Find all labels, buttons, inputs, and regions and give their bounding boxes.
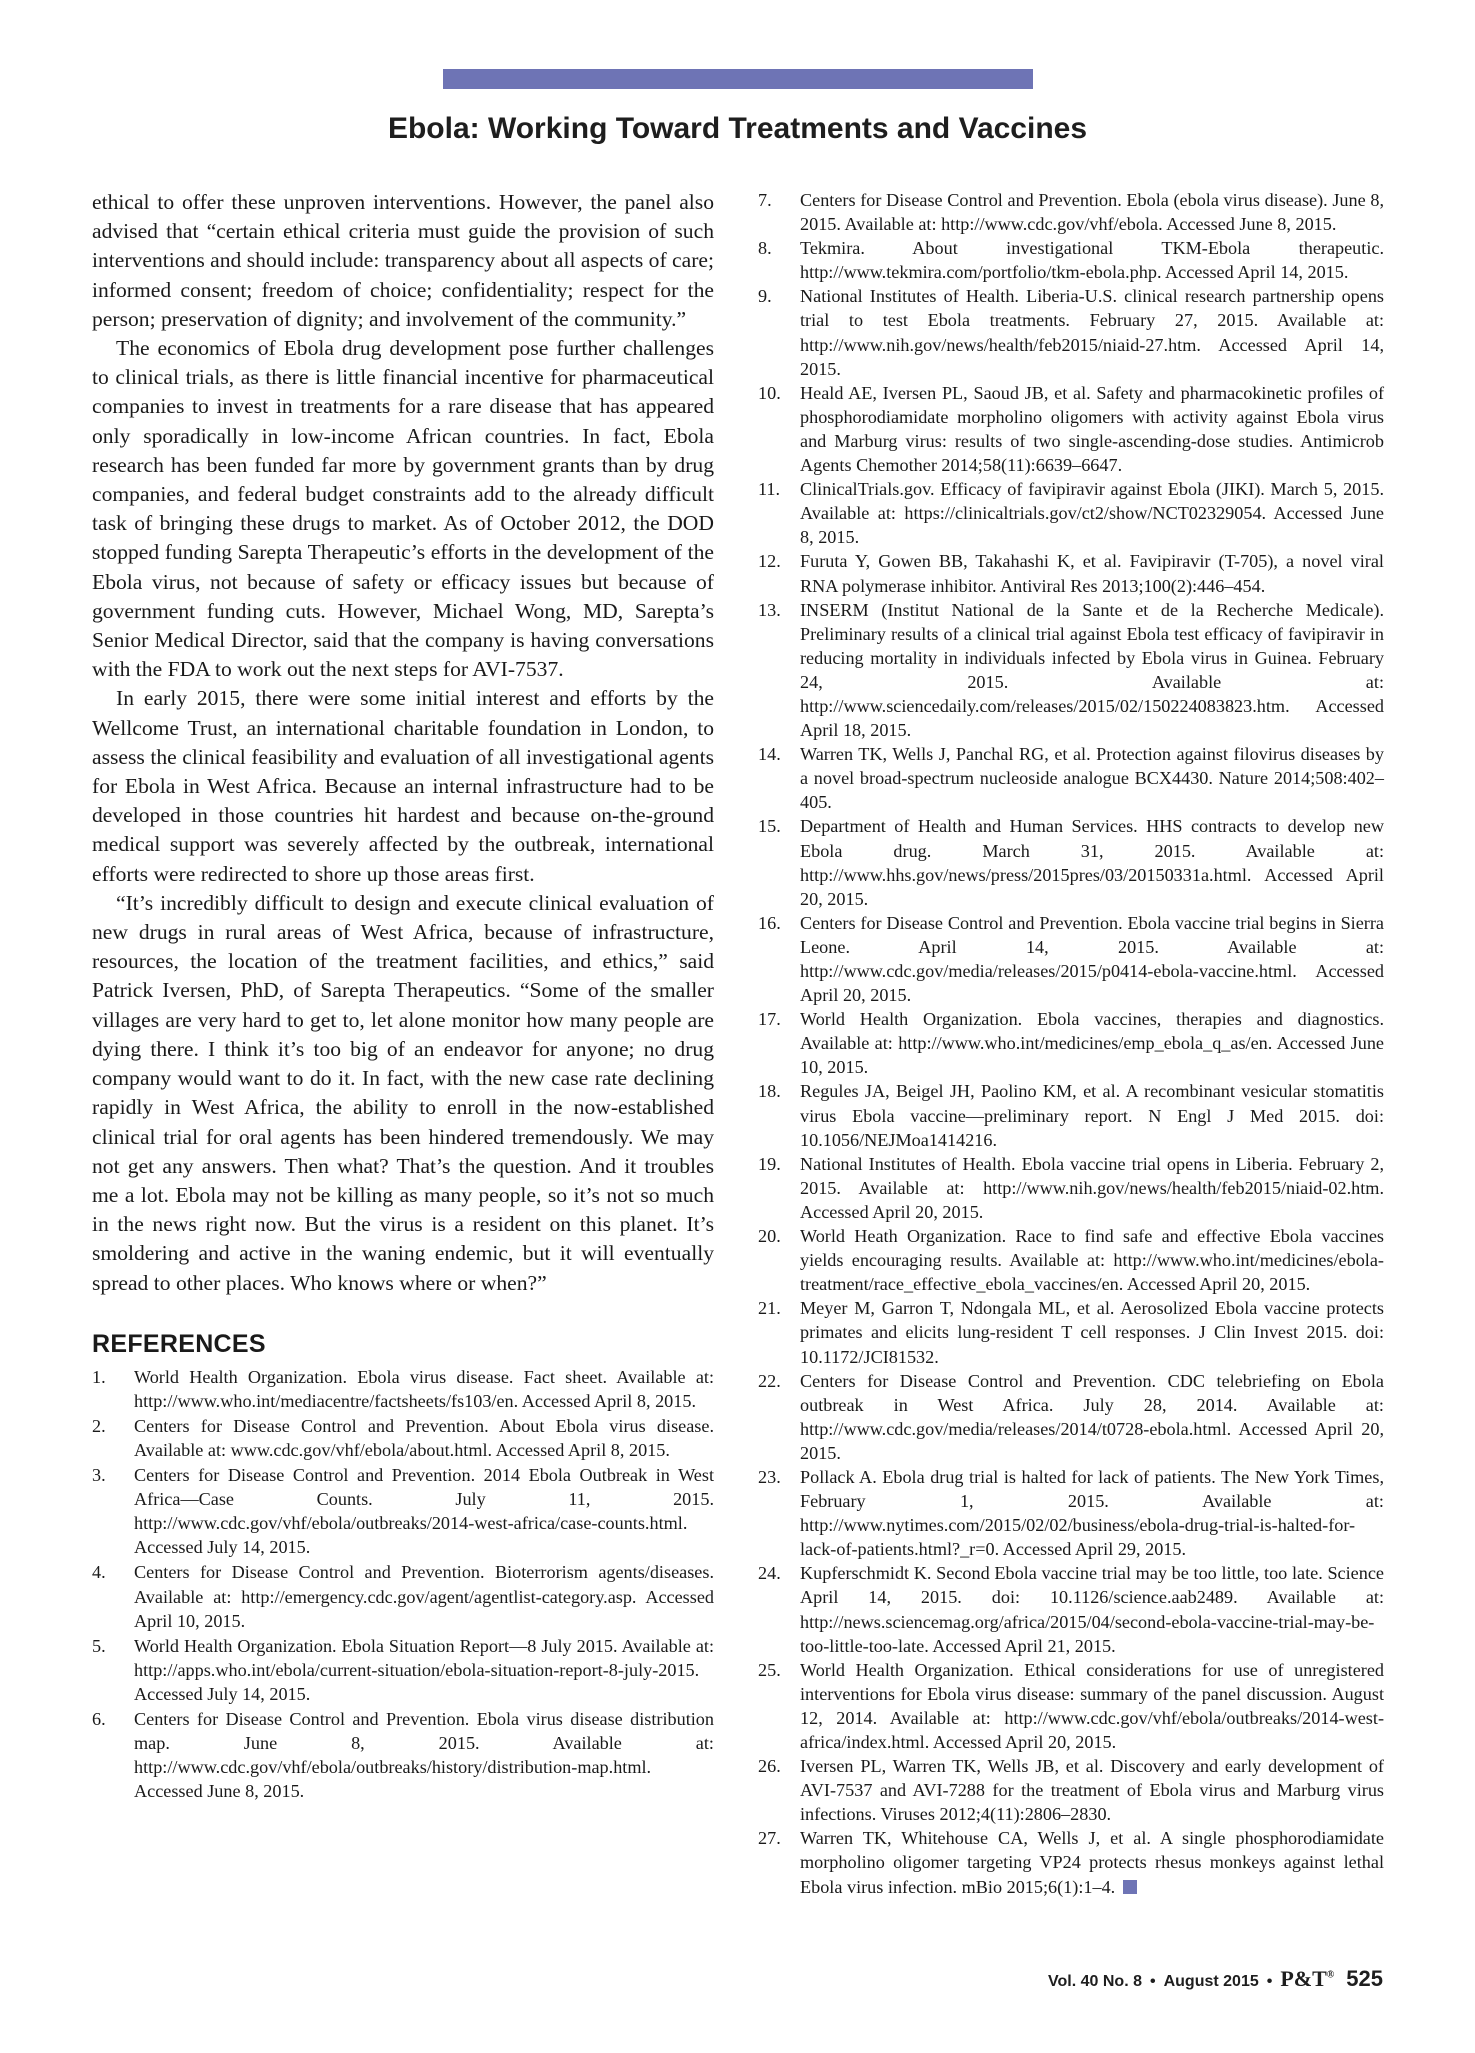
page-title: Ebola: Working Toward Treatments and Vaccines	[387, 112, 1088, 145]
reference-text: Heald AE, Iversen PL, Saoud JB, et al. Safety and pharmacokinetic profiles of phosphorodiamidate morpholino oligomers with activity against Ebola virus and Marburg virus: results of two single-ascending-dose studies. Antimicrob Agents Chemother 2014;58(11):6639–6647.	[800, 382, 1384, 476]
reference-text: Centers for Disease Control and Prevention. Bioterrorism agents/diseases. Available at: http://emergency.cdc.gov/agent/agentlist-category.asp. Accessed April 10, 2015.	[134, 1562, 714, 1631]
reference-item	[758, 911, 1384, 1007]
reference-text: ClinicalTrials.gov. Efficacy of favipiravir against Ebola (JIKI). March 5, 2015. Available at: https://clinicaltrials.gov/ct2/show/NCT02329054. Accessed June 8, 2015.	[800, 479, 1384, 548]
reference-text: Kupferschmidt K. Second Ebola vaccine trial may be too little, too late. Science April 14, 2015. doi: 10.1126/science.aab2489. Available at: http://news.sciencemag.org/africa/2015/04/second-ebola-vaccine-trial-may-be-too-little-too-late. Accessed April 21, 2015.	[800, 1563, 1384, 1656]
reference-number: 15.	[758, 816, 781, 837]
reference-item	[758, 1561, 1384, 1657]
reference-number: 2.	[92, 1415, 106, 1436]
reference-item	[92, 1707, 714, 1803]
reference-number: 27.	[758, 1828, 781, 1849]
page-footer	[1048, 1966, 1383, 1992]
reference-number: 23.	[758, 1466, 781, 1487]
reference-item	[758, 1465, 1384, 1561]
reference-number: 12.	[758, 551, 781, 572]
reference-item	[92, 1365, 714, 1413]
reference-text: World Heath Organization. Race to find safe and effective Ebola vaccines yields encouraging results. Available at: http://www.who.int/medicines/ebola-treatment/race_effective_ebola_vaccines/en. Accessed April 20, 2015.	[800, 1226, 1384, 1295]
reference-number: 21.	[758, 1298, 781, 1319]
body-paragraph-4: “It’s incredibly difficult to design and execute clinical evaluation of new drugs in rural areas of West Africa, because of infrastructure, resources, the location of the treatment facilities, and ethics,” said Patrick Iversen, PhD, of Sarepta Therapeutics. “Some of the smaller villages are very hard to get to, let alone monitor how many people are dying there. I think it’s too big of an endeavor for anyone; no drug company would want to do it. In fact, with the new case rate declining rapidly in West Africa, the ability to enroll in the now-established clinical trial for oral agents has been hindered tremendously. We may not get any answers. Then what? That’s the question. And it troubles me a lot. Ebola may not be killing as many people, so it’s not so much in the news right now. But the virus is a resident on this planet. It’s smoldering and active in the waning endemic, but it will eventually spread to other places. Who knows where or when?”	[92, 890, 714, 1295]
reference-item	[758, 1224, 1384, 1296]
reference-text: INSERM (Institut National de la Sante et de la Recherche Medicale). Preliminary results of a clinical trial against Ebola test efficacy of favipiravir in reducing mortality in individuals infected by Ebola virus in Guinea. February 24, 2015. Available at: http://www.sciencedaily.com/releases/2015/02/150224083823.htm. Accessed April 18, 2015.	[800, 599, 1384, 741]
reference-text: Iversen PL, Warren TK, Wells JB, et al. Discovery and early development of AVI-7537 and AVI-7288 for the treatment of Ebola virus and Marburg virus infections. Viruses 2012;4(11):2806–2830.	[800, 1756, 1384, 1825]
right-column	[758, 188, 1384, 1899]
reference-text: Centers for Disease Control and Prevention. CDC telebriefing on Ebola outbreak in West Africa. July 28, 2014. Available at: http://www.cdc.gov/media/releases/2014/t0728-ebola.html. Accessed April 20, 2015.	[800, 1370, 1384, 1463]
reference-number: 4.	[92, 1562, 106, 1583]
reference-text: Furuta Y, Gowen BB, Takahashi K, et al. Favipiravir (T-705), a novel viral RNA polymerase inhibitor. Antiviral Res 2013;100(2):446–454.	[800, 551, 1384, 596]
reference-item	[92, 1634, 714, 1706]
journal-name	[1280, 1966, 1334, 1992]
reference-item	[758, 236, 1384, 284]
journal-name-text: P&T	[1280, 1966, 1327, 1991]
end-of-article-mark	[1123, 1880, 1137, 1894]
reference-item	[758, 1296, 1384, 1368]
reference-text: Centers for Disease Control and Prevention. Ebola virus disease distribution map. June 8, 2015. Available at: http://www.cdc.gov/vhf/ebola/outbreaks/history/distribution-map.html. Accessed June 8, 2015.	[134, 1709, 714, 1802]
reference-text: Centers for Disease Control and Prevention. About Ebola virus disease. Available at: www.cdc.gov/vhf/ebola/about.html. Accessed April 8, 2015.	[134, 1415, 714, 1460]
reference-text: World Health Organization. Ethical considerations for use of unregistered interventions for Ebola virus disease: summary of the panel discussion. August 12, 2014. Available at: http://www.cdc.gov/vhf/ebola/outbreaks/2014-west-africa/index.html. Accessed April 20, 2015.	[800, 1659, 1384, 1752]
reference-item	[758, 1152, 1384, 1224]
reference-number: 10.	[758, 382, 781, 403]
reference-number: 18.	[758, 1081, 781, 1102]
page-number: 525	[1346, 1966, 1383, 1991]
body-paragraph-2: The economics of Ebola drug development pose further challenges to clinical trials, as there is little financial incentive for pharmaceutical companies to invest in treatments for a rare disease that has appeared only sporadically in low-income African countries. In fact, Ebola research has been funded far more by government grants than by drug companies, and federal budget constraints add to the already difficult task of bringing these drugs to market. As of October 2012, the DOD stopped funding Sarepta Therapeutic’s efforts in the development of the Ebola virus, not because of safety or efficacy issues but because of government funding cuts. However, Michael Wong, MD, Sarepta’s Senior Medical Director, said that the company is having conversations with the FDA to work out the next steps for AVI-7537.	[92, 336, 714, 682]
reference-item	[758, 1826, 1384, 1898]
reference-text: National Institutes of Health. Liberia-U.S. clinical research partnership opens trial to test Ebola treatments. February 27, 2015. Available at: http://www.nih.gov/news/health/feb2015/niaid-27.htm. Accessed April 14, 2015.	[800, 286, 1384, 379]
body-paragraph-1: ethical to offer these unproven interventions. However, the panel also advised that “certain ethical criteria must guide the provision of such interventions and should include: transparency about all aspects of care; informed consent; freedom of choice; confidentiality; respect for the person; preservation of dignity; and involvement of the community.”	[92, 190, 714, 331]
reference-item	[758, 381, 1384, 477]
reference-number: 9.	[758, 286, 772, 307]
left-column	[92, 188, 714, 1804]
reference-number: 17.	[758, 1009, 781, 1030]
body-paragraph-3: In early 2015, there were some initial interest and efforts by the Wellcome Trust, an international charitable foundation in London, to assess the clinical feasibility and evaluation of all investigational agents for Ebola in West Africa. Because an internal infrastructure had to be developed in those countries hit hardest and because on-the-ground medical support was severely affected by the outbreak, international efforts were redirected to shore up those areas first.	[92, 686, 714, 886]
reference-number: 24.	[758, 1563, 781, 1584]
reference-text: World Health Organization. Ebola Situation Report—8 July 2015. Available at: http://apps.who.int/ebola/current-situation/ebola-situation-report-8-july-2015. Accessed July 14, 2015.	[134, 1635, 714, 1704]
reference-item	[92, 1414, 714, 1462]
reference-item	[758, 1007, 1384, 1079]
reference-text: Warren TK, Wells J, Panchal RG, et al. Protection against filovirus diseases by a novel broad-spectrum nucleoside analogue BCX4430. Nature 2014;508:402–405.	[800, 744, 1384, 813]
reference-text: Tekmira. About investigational TKM-Ebola therapeutic. http://www.tekmira.com/portfolio/tkm-ebola.php. Accessed April 14, 2015.	[800, 238, 1384, 283]
reference-number: 1.	[92, 1366, 106, 1387]
reference-number: 5.	[92, 1635, 106, 1656]
reference-item	[758, 814, 1384, 910]
references-list-left	[92, 1365, 714, 1804]
reference-item	[758, 188, 1384, 236]
reference-number: 26.	[758, 1756, 781, 1777]
header-accent-bar	[443, 69, 1033, 89]
reference-item	[758, 598, 1384, 743]
reference-number: 14.	[758, 744, 781, 765]
reference-item	[92, 1463, 714, 1559]
reference-number: 19.	[758, 1153, 781, 1174]
footer-date: August 2015	[1163, 1973, 1259, 1990]
registered-mark: ®	[1326, 1969, 1335, 1981]
footer-bullet: •	[1149, 1973, 1156, 1990]
reference-number: 16.	[758, 912, 781, 933]
reference-text: Centers for Disease Control and Prevention. Ebola vaccine trial begins in Sierra Leone. April 14, 2015. Available at: http://www.cdc.gov/media/releases/2015/p0414-ebola-vaccine.html. Accessed April 20, 2015.	[800, 912, 1384, 1006]
reference-number: 22.	[758, 1370, 781, 1391]
reference-item	[758, 1754, 1384, 1826]
reference-number: 13.	[758, 599, 781, 620]
reference-number: 25.	[758, 1659, 781, 1680]
reference-number: 20.	[758, 1226, 781, 1247]
reference-text: Regules JA, Beigel JH, Paolino KM, et al. A recombinant vesicular stomatitis virus Ebola vaccine—preliminary report. N Engl J Med 2015. doi: 10.1056/NEJMoa1414216.	[800, 1081, 1384, 1150]
reference-text: Meyer M, Garron T, Ndongala ML, et al. Aerosolized Ebola vaccine protects primates and elicits lung-resident T cell responses. J Clin Invest 2015. doi: 10.1172/JCI81532.	[800, 1298, 1384, 1367]
reference-number: 3.	[92, 1465, 106, 1486]
reference-text: National Institutes of Health. Ebola vaccine trial opens in Liberia. February 2, 2015. Available at: http://www.nih.gov/news/health/feb2015/niaid-02.htm. Accessed April 20, 2015.	[800, 1153, 1384, 1222]
reference-item	[758, 1369, 1384, 1465]
reference-item	[758, 549, 1384, 597]
reference-number: 6.	[92, 1709, 106, 1730]
footer-bullet-2: •	[1266, 1973, 1273, 1990]
reference-item	[758, 1658, 1384, 1754]
reference-text: World Health Organization. Ebola vaccines, therapies and diagnostics. Available at: http://www.who.int/medicines/emp_ebola_q_as/en. Accessed June 10, 2015.	[800, 1009, 1384, 1078]
reference-item	[758, 1079, 1384, 1151]
reference-text: Centers for Disease Control and Prevention. Ebola (ebola virus disease). June 8, 2015. Available at: http://www.cdc.gov/vhf/ebola. Accessed June 8, 2015.	[800, 190, 1384, 235]
reference-text: Pollack A. Ebola drug trial is halted for lack of patients. The New York Times, February 1, 2015. Available at: http://www.nytimes.com/2015/02/02/business/ebola-drug-trial-is-halted-for-lack-of-patients.html?_r=0. Accessed April 29, 2015.	[800, 1466, 1384, 1560]
footer-volume: Vol. 40 No. 8	[1048, 1973, 1142, 1990]
references-list-right	[758, 188, 1384, 1899]
reference-number: 7.	[758, 190, 772, 210]
reference-number: 11.	[758, 479, 781, 500]
reference-number: 8.	[758, 238, 772, 259]
references-heading: REFERENCES	[92, 1329, 266, 1358]
reference-item	[758, 284, 1384, 380]
reference-text: Warren TK, Whitehouse CA, Wells J, et al. A single phosphorodiamidate morpholino oligomer targeting VP24 protects rhesus monkeys against lethal Ebola virus infection. mBio 2015;6(1):1–4.	[800, 1828, 1384, 1897]
reference-item	[758, 477, 1384, 549]
reference-item	[758, 742, 1384, 814]
reference-item	[92, 1560, 714, 1632]
reference-text: Centers for Disease Control and Prevention. 2014 Ebola Outbreak in West Africa—Case Counts. July 11, 2015. http://www.cdc.gov/vhf/ebola/outbreaks/2014-west-africa/case-counts.html. Accessed July 14, 2015.	[134, 1465, 714, 1558]
reference-text: Department of Health and Human Services. HHS contracts to develop new Ebola drug. March 31, 2015. Available at: http://www.hhs.gov/news/press/2015pres/03/20150331a.html. Accessed April 20, 2015.	[800, 816, 1384, 909]
reference-text: World Health Organization. Ebola virus disease. Fact sheet. Available at: http://www.who.int/mediacentre/factsheets/fs103/en. Accessed April 8, 2015.	[134, 1366, 714, 1411]
